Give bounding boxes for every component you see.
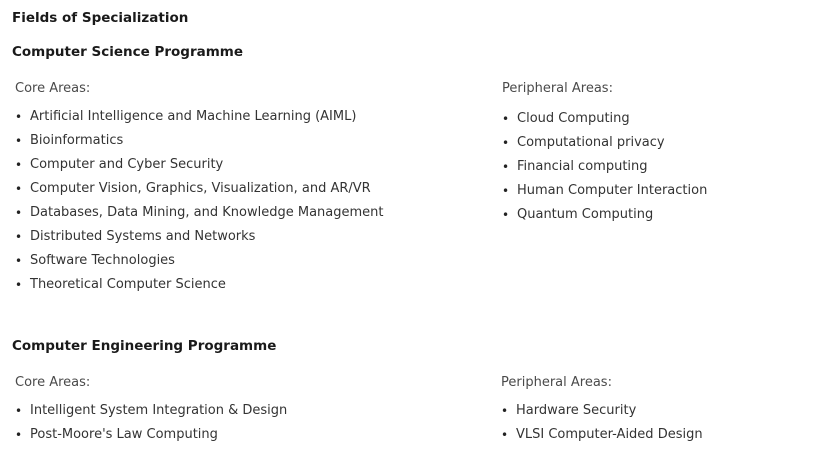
core-areas-label-ce: Core Areas: (15, 375, 91, 390)
list-item (502, 179, 707, 203)
list-item-label: Bioinformatics (30, 133, 124, 148)
list-item-label: Computational privacy (517, 135, 665, 150)
list-item-label: Computer and Cyber Security (30, 157, 224, 172)
list-item (15, 273, 384, 297)
peripheral-areas-list-ce (501, 399, 703, 447)
bullet-icon: • (501, 404, 509, 418)
programme-title-ce: Computer Engineering Programme (12, 338, 277, 354)
bullet-icon: • (15, 206, 23, 220)
bullet-icon: • (15, 404, 23, 418)
list-item-label: Cloud Computing (517, 111, 630, 126)
list-item-label: VLSI Computer-Aided Design (516, 427, 703, 442)
programme-title-cs: Computer Science Programme (12, 44, 244, 60)
peripheral-areas-list-cs (502, 107, 707, 227)
list-item-label: Software Technologies (30, 253, 175, 268)
list-item (15, 177, 384, 201)
list-item (15, 399, 287, 423)
list-item-label: Hardware Security (516, 403, 637, 418)
list-item (502, 203, 707, 227)
list-item-label: Human Computer Interaction (517, 183, 708, 198)
page-title: Fields of Specialization (12, 10, 189, 26)
list-item-label: Distributed Systems and Networks (30, 229, 256, 244)
list-item (502, 131, 707, 155)
list-item-label: Quantum Computing (517, 207, 654, 222)
list-item (502, 107, 707, 131)
bullet-icon: • (15, 428, 23, 442)
peripheral-areas-label-cs: Peripheral Areas: (502, 81, 613, 96)
core-areas-label-cs: Core Areas: (15, 81, 91, 96)
list-item-label: Intelligent System Integration & Design (30, 403, 288, 418)
list-item (502, 155, 707, 179)
bullet-icon: • (502, 184, 510, 198)
bullet-icon: • (15, 230, 23, 244)
list-item (15, 225, 384, 249)
peripheral-areas-label-ce: Peripheral Areas: (501, 375, 612, 390)
list-item-label: Artificial Intelligence and Machine Learning (AIML) (30, 109, 357, 124)
bullet-icon: • (15, 182, 23, 196)
list-item (15, 105, 384, 129)
list-item-label: Computer Vision, Graphics, Visualization, and AR/VR (30, 181, 371, 196)
list-item (501, 399, 703, 423)
bullet-icon: • (502, 112, 510, 126)
bullet-icon: • (502, 208, 510, 222)
list-item-label: Financial computing (517, 159, 648, 174)
list-item (15, 153, 384, 177)
list-item (501, 423, 703, 447)
list-item-label: Theoretical Computer Science (30, 277, 226, 292)
list-item-label: Post-Moore's Law Computing (30, 427, 218, 442)
bullet-icon: • (502, 136, 510, 150)
list-item (15, 249, 384, 273)
bullet-icon: • (501, 428, 509, 442)
bullet-icon: • (15, 278, 23, 292)
list-item-label: Databases, Data Mining, and Knowledge Management (30, 205, 384, 220)
bullet-icon: • (15, 158, 23, 172)
core-areas-list-cs (15, 105, 384, 297)
core-areas-list-ce (15, 399, 287, 447)
bullet-icon: • (502, 160, 510, 174)
bullet-icon: • (15, 134, 23, 148)
bullet-icon: • (15, 254, 23, 268)
list-item (15, 129, 384, 153)
list-item (15, 423, 287, 447)
bullet-icon: • (15, 110, 23, 124)
list-item (15, 201, 384, 225)
